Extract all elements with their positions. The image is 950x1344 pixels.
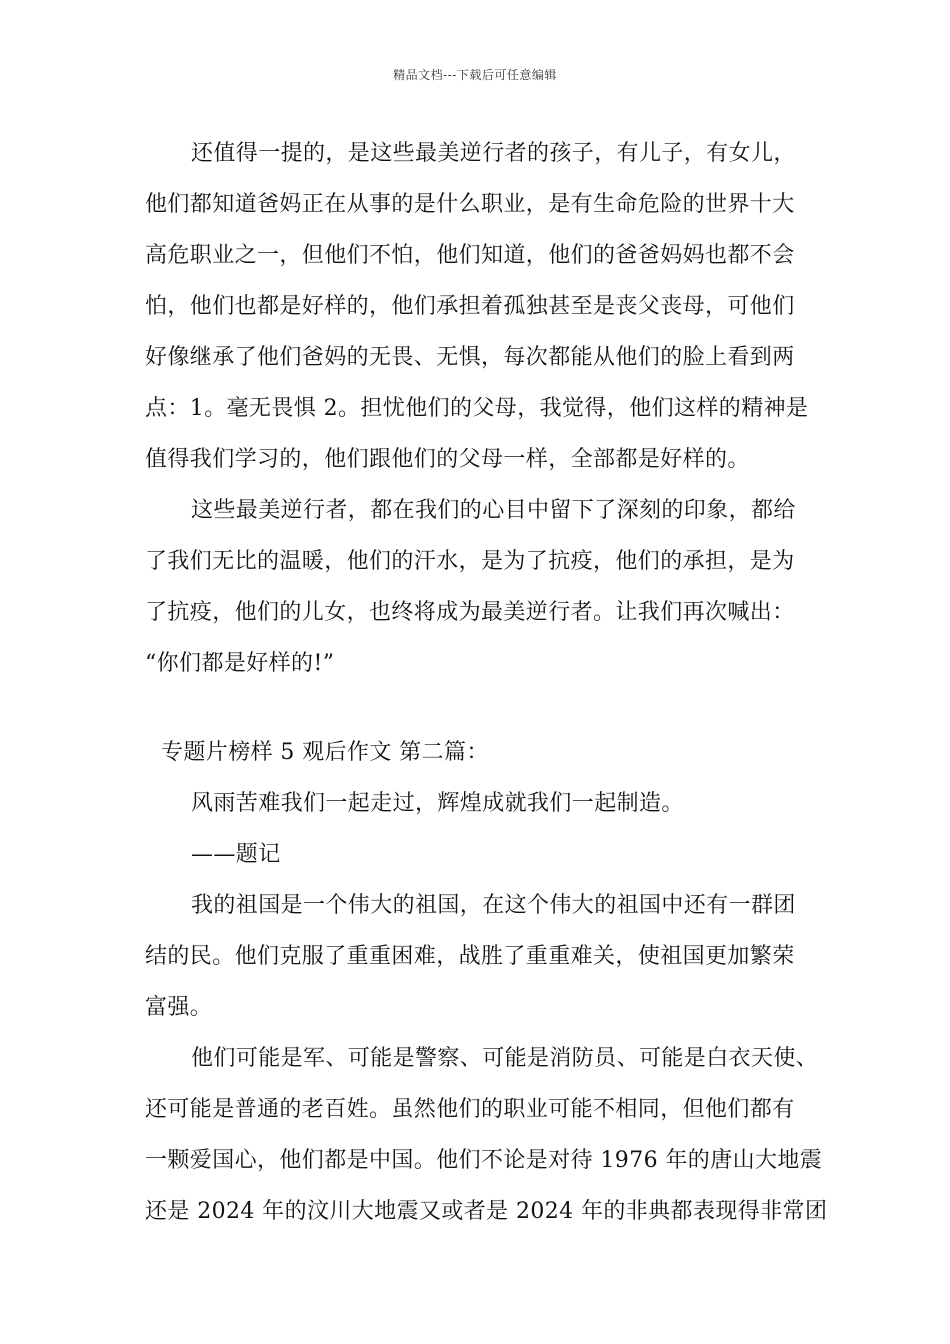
page-header: 精品文档---下载后可任意编辑: [393, 68, 557, 82]
paragraph-line: 还可能是普通的老百姓。虽然他们的职业可能不相同，但他们都有: [145, 1097, 795, 1122]
paragraph-line: 了抗疫，他们的儿女，也终将成为最美逆行者。让我们再次喊出：: [145, 600, 795, 625]
paragraph-line: 好像继承了他们爸妈的无畏、无惧，每次都能从他们的脸上看到两: [145, 345, 795, 370]
paragraph-line: 点：1。毫无畏惧 2。担忧他们的父母，我觉得，他们这样的精神是: [145, 396, 809, 421]
paragraph-line: 一颗爱国心，他们都是中国。他们不论是对待 1976 年的唐山大地震: [145, 1148, 823, 1173]
paragraph-line: 高危职业之一，但他们不怕，他们知道，他们的爸爸妈妈也都不会: [145, 243, 795, 268]
epigraph-attribution: ——题记: [191, 842, 281, 867]
epigraph: 风雨苦难我们一起走过，辉煌成就我们一起制造。: [191, 791, 684, 816]
paragraph-line: 还值得一提的，是这些最美逆行者的孩子，有儿子，有女儿，: [191, 141, 796, 166]
paragraph-line: 这些最美逆行者，都在我们的心目中留下了深刻的印象，都给: [191, 498, 796, 523]
paragraph-line: 结的民。他们克服了重重困难，战胜了重重难关，使祖国更加繁荣: [145, 944, 795, 969]
paragraph-line: 了我们无比的温暖，他们的汗水，是为了抗疫，他们的承担，是为: [145, 549, 795, 574]
section-gap: [145, 689, 809, 727]
paragraph-line: 值得我们学习的，他们跟他们的父母一样，全部都是好样的。: [145, 447, 750, 472]
paragraph-line: 还是 2024 年的汶川大地震又或者是 2024 年的非典都表现得非常团: [145, 1199, 828, 1224]
section-heading: 专题片榜样 5 观后作文 第二篇：: [161, 740, 489, 765]
paragraph-line: “你们都是好样的!”: [145, 651, 335, 676]
paragraph-line: 我的祖国是一个伟大的祖国，在这个伟大的祖国中还有一群团: [191, 893, 796, 918]
paragraph-line: 富强。: [145, 995, 213, 1020]
paragraph-line: 他们可能是军、可能是警察、可能是消防员、可能是白衣天使、: [191, 1046, 819, 1071]
paragraph-line: 他们都知道爸妈正在从事的是什么职业，是有生命危险的世界十大: [145, 192, 795, 217]
document-body: [145, 128, 828, 1237]
paragraph-line: 怕，他们也都是好样的，他们承担着孤独甚至是丧父丧母，可他们: [145, 294, 795, 319]
